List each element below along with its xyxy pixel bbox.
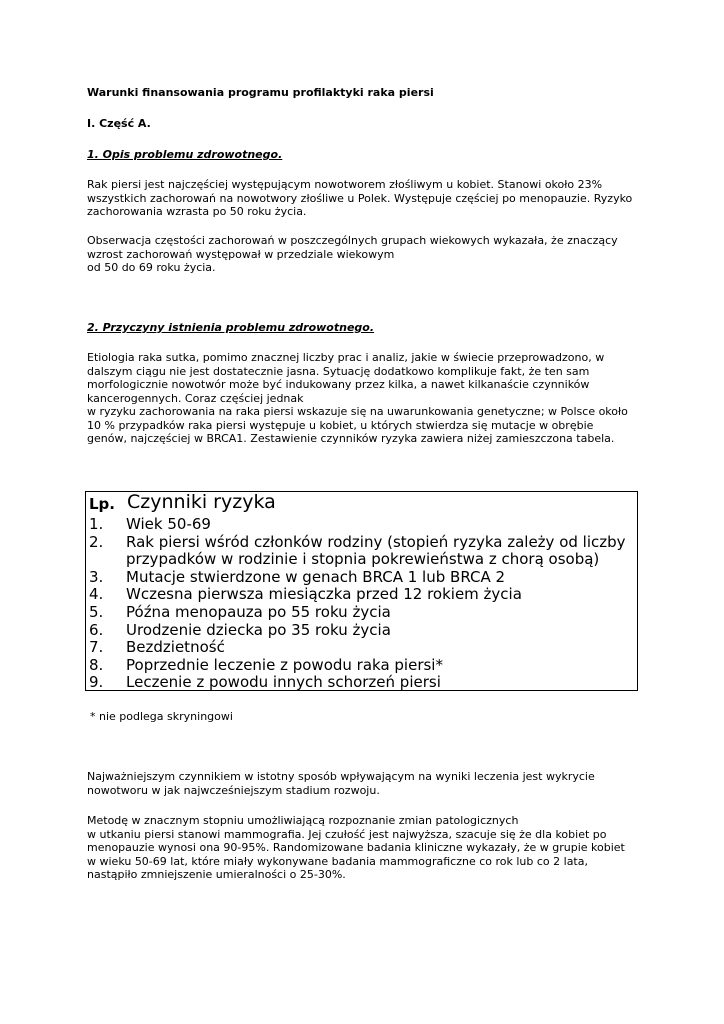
section1-paragraph-1 xyxy=(87,178,637,219)
text-line: wszystkich zachorowań na nowotwory złośliwe u Polek. Występuje częściej po menopauzie. Ryzyko xyxy=(87,191,633,205)
text-line: morfologicznie nowotwór może być indukowany przez kilka, a nawet kilkanaście czynników xyxy=(87,378,590,391)
table-footnote: * nie podlega skryningowi xyxy=(90,710,233,723)
table-row xyxy=(89,657,634,675)
row-text: przypadków w rodzinie i stopnia pokrewieństwa z chorą osobą) xyxy=(126,550,600,569)
column-header-title: Czynniki ryzyka xyxy=(127,491,276,513)
row-number: 5. xyxy=(89,602,104,621)
text-line: genów, najczęściej w BRCA1. Zestawienie czynników ryzyka zawiera niżej zamieszczona tabela. xyxy=(87,432,615,445)
section2-title: 2. Przyczyny istnienia problemu zdrowotnego. xyxy=(87,321,375,334)
row-text: Poprzednie leczenie z powodu raka piersi* xyxy=(126,655,443,674)
text-line: Rak piersi jest najczęściej występującym nowotworem złośliwym u kobiet. Stanowi około 23% xyxy=(87,178,603,191)
text-line: Najważniejszym czynnikiem w istotny sposób wpływającym na wyniki leczenia jest wykrycie xyxy=(87,770,595,783)
text-line: zachorowania wzrasta po 50 roku życia. xyxy=(87,205,307,218)
table-row xyxy=(89,534,634,569)
text-line: Etiologia raka sutka, pomimo znacznej liczby prac i analiz, jakie w świecie przeprowadzono, w xyxy=(87,351,605,364)
row-text: Rak piersi wśród członków rodziny (stopień ryzyka zależy od liczby xyxy=(126,532,626,551)
row-text: Bezdzietność xyxy=(126,638,225,657)
column-header-lp: Lp. xyxy=(89,495,115,513)
table-row xyxy=(89,516,634,534)
text-line: wzrost zachorowań występował w przedziale wiekowym xyxy=(87,247,395,261)
row-number: 7. xyxy=(89,638,104,657)
section2-paragraph xyxy=(87,351,637,446)
table-row xyxy=(89,604,634,622)
row-text: Późna menopauza po 55 roku życia xyxy=(126,602,391,621)
part-heading: I. Część A. xyxy=(87,117,151,130)
text-line: 10 % przypadków raka piersi występuje u kobiet, u których stwierdza się mutacje w obrębie xyxy=(87,418,594,432)
table-row xyxy=(89,569,634,587)
paragraph-mammography xyxy=(87,814,637,882)
table-row xyxy=(89,622,634,640)
section1-paragraph-2 xyxy=(87,234,637,275)
text-line: nastąpiło zmniejszenie umieralności o 25-30%. xyxy=(87,868,346,881)
row-text: Mutacje stwierdzone w genach BRCA 1 lub BRCA 2 xyxy=(126,567,506,586)
document-heading: Warunki finansowania programu profilaktyki raka piersi xyxy=(87,86,434,99)
row-text: Wczesna pierwsza miesiączka przed 12 rokiem życia xyxy=(126,585,522,604)
text-line: w utkaniu piersi stanowi mammografia. Jej czułość jest najwyższa, szacuje się że dla kobiet po xyxy=(87,827,607,841)
paragraph-early-detection xyxy=(87,770,637,797)
text-line: Obserwacja częstości zachorowań w poszczególnych grupach wiekowych wykazała, że znaczący xyxy=(87,234,618,247)
text-line: kancerogennych. Coraz częściej jednak xyxy=(87,391,304,405)
row-number: 9. xyxy=(89,673,104,692)
text-line: Metodę w znacznym stopniu umożliwiającą rozpoznanie zmian patologicznych xyxy=(87,814,519,827)
text-line: nowotworu w jak najwcześniejszym stadium rozwoju. xyxy=(87,783,380,797)
table-row xyxy=(89,639,634,657)
row-number: 1. xyxy=(89,515,104,533)
text-line: w ryzyku zachorowania na raka piersi wskazuje się na uwarunkowania genetyczne; w Polsce około xyxy=(87,405,628,418)
section1-title: 1. Opis problemu zdrowotnego. xyxy=(87,148,283,161)
table-row xyxy=(89,586,634,604)
row-text: Wiek 50-69 xyxy=(126,515,211,533)
text-line: dalszym ciągu nie jest dostatecznie jasna. Sytuację dodatkowo komplikuje fakt, że ten sam xyxy=(87,364,590,378)
row-text: Urodzenie dziecka po 35 roku życia xyxy=(126,620,391,639)
row-number: 3. xyxy=(89,567,104,586)
row-text: Leczenie z powodu innych schorzeń piersi xyxy=(126,673,441,692)
row-number: 8. xyxy=(89,655,104,674)
text-line: w wieku 50-69 lat, które miały wykonywane badania mammograficzne co rok lub co 2 lata, xyxy=(87,854,588,868)
table-row xyxy=(89,674,634,692)
risk-factors-table xyxy=(85,491,638,691)
row-number: 6. xyxy=(89,620,104,639)
row-number: 2. xyxy=(89,532,104,551)
text-line: od 50 do 69 roku życia. xyxy=(87,261,216,274)
text-line: menopauzie wynosi ona 90-95%. Randomizowane badania kliniczne wykazały, że w grupie kobiet xyxy=(87,841,625,854)
row-number: 4. xyxy=(89,585,104,604)
table-body xyxy=(89,516,634,692)
